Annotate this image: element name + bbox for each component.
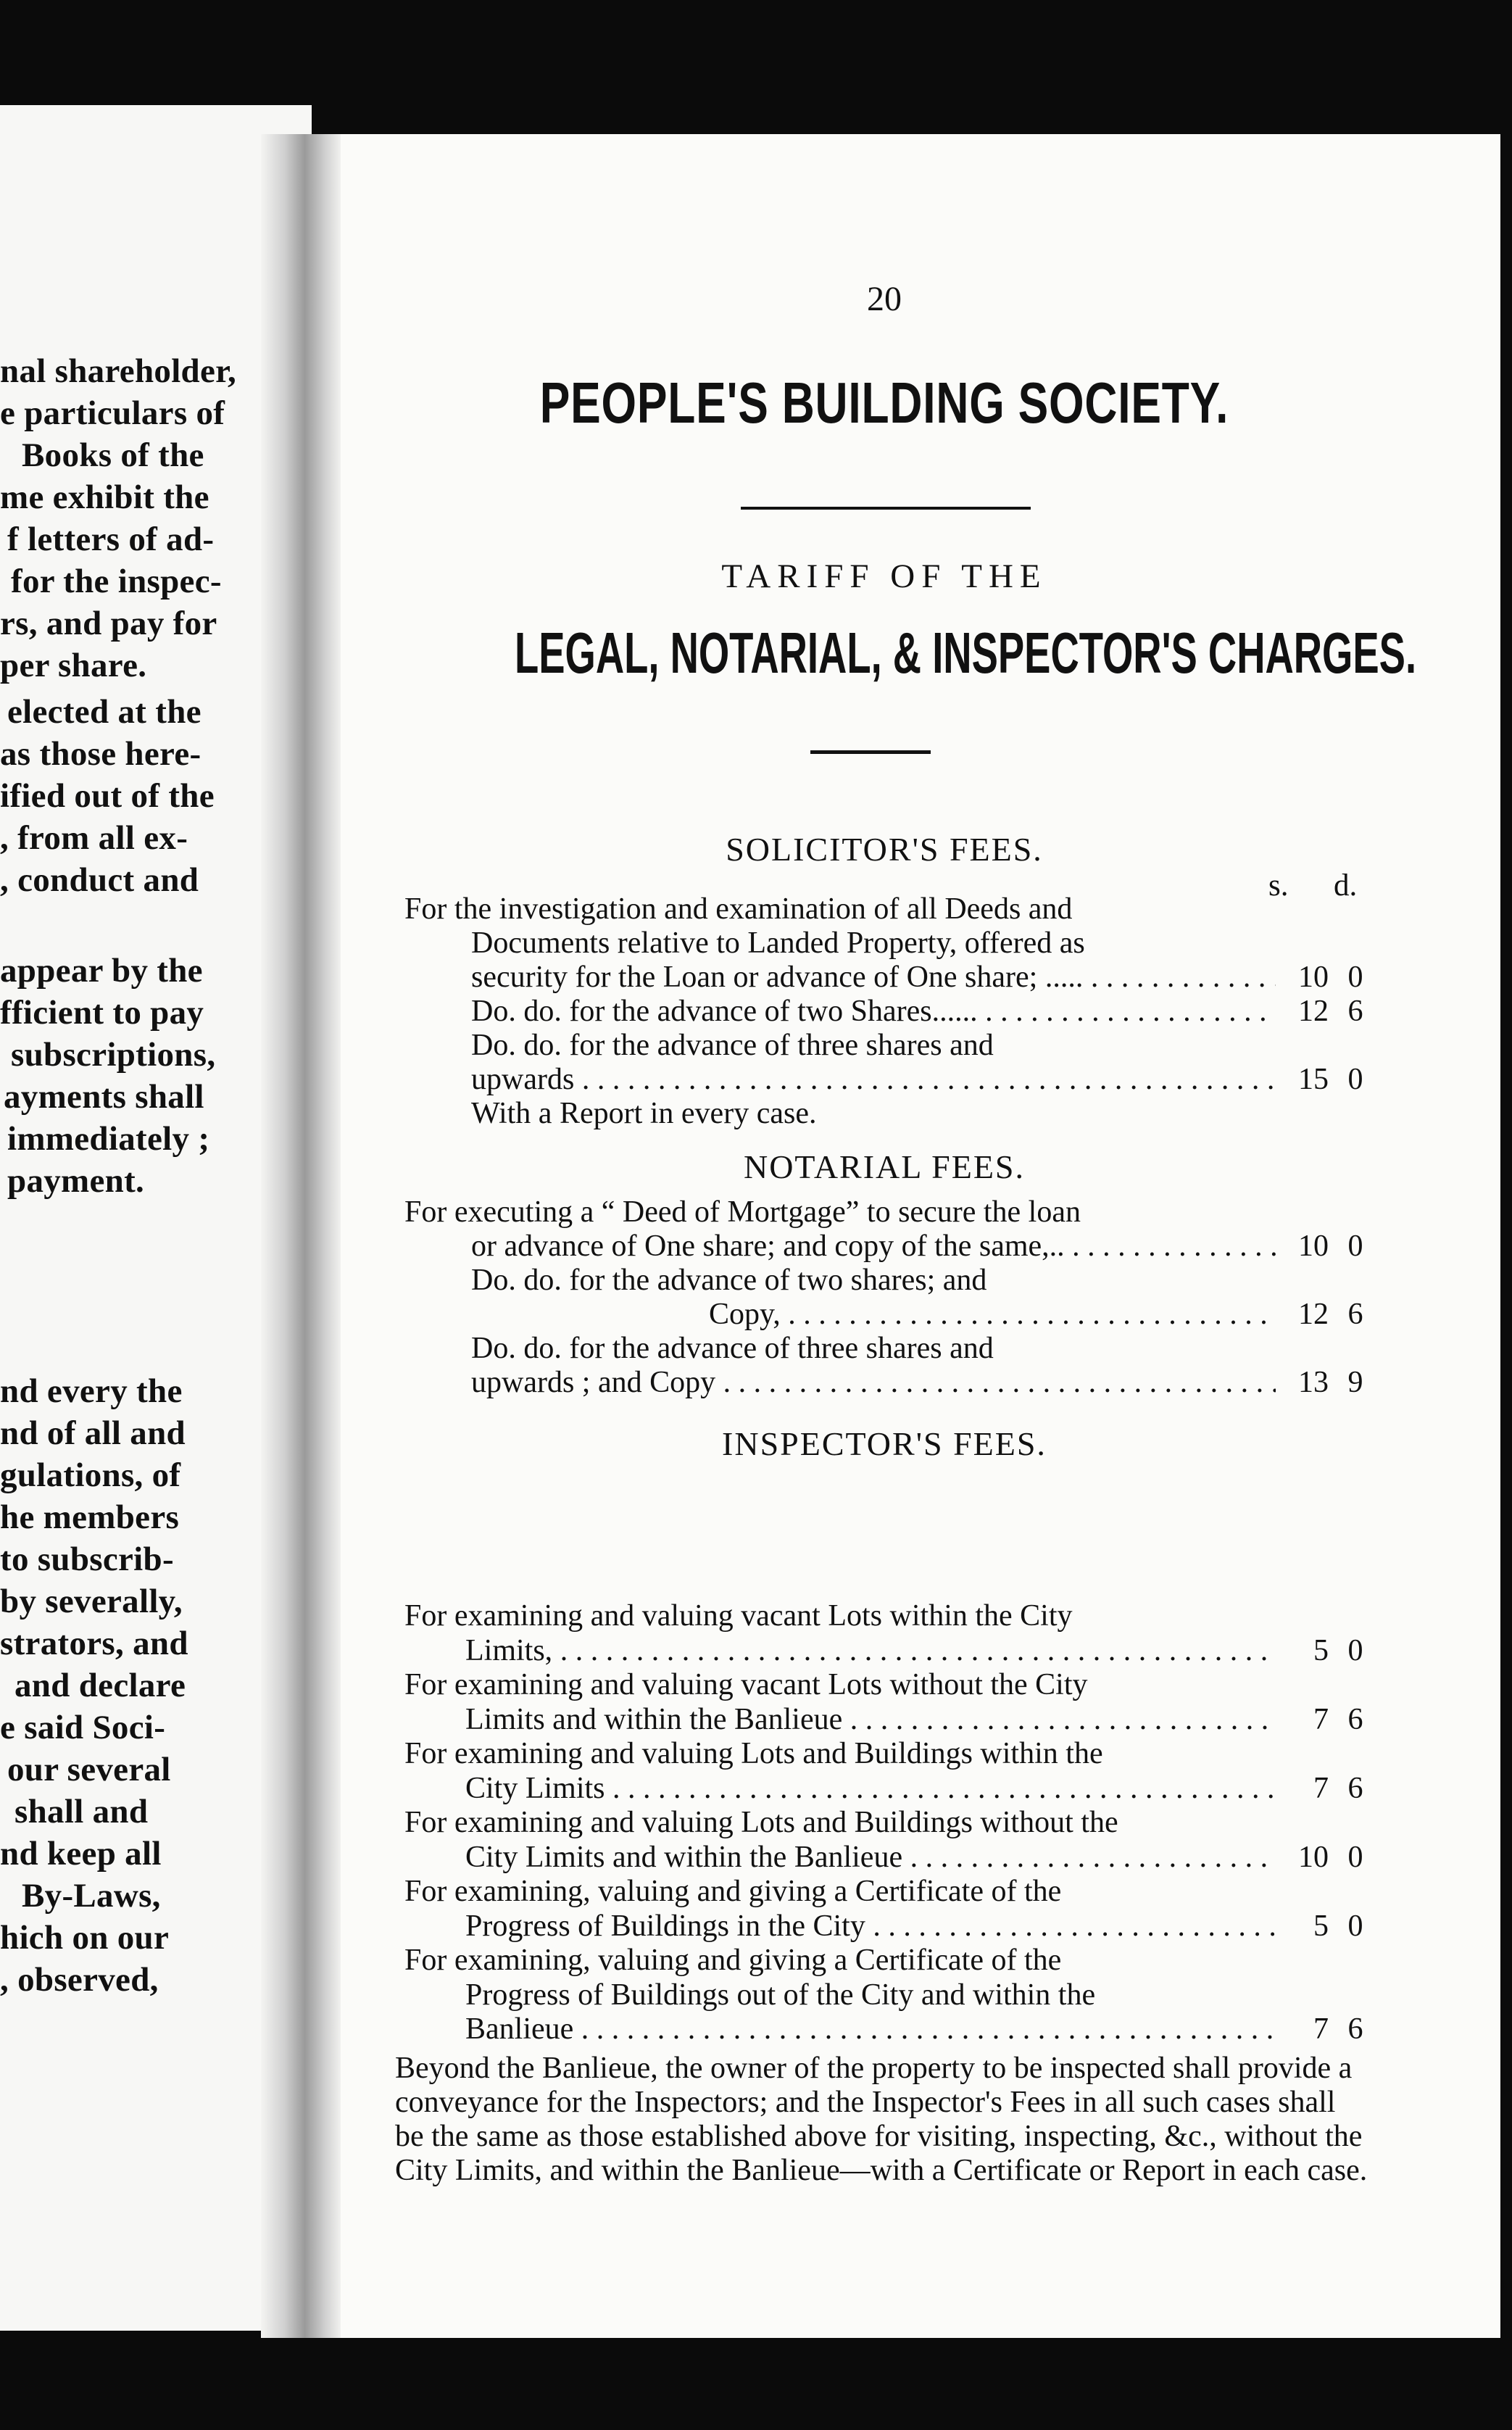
- society-title: PEOPLE'S BUILDING SOCIETY.: [539, 370, 1229, 435]
- amount-pence: 0: [1347, 1909, 1363, 1943]
- amount-pence: 6: [1347, 1298, 1363, 1331]
- facing-page-line: per share.: [0, 647, 147, 684]
- book-gutter: [261, 134, 341, 2338]
- amount-pence: 0: [1347, 1063, 1363, 1096]
- amount-shillings: 10: [1298, 961, 1329, 994]
- facing-page-line: our several: [7, 1751, 171, 1788]
- amount-pence: 0: [1347, 1229, 1363, 1263]
- page-number: 20: [867, 280, 902, 318]
- fee-description: Limits and within the Banlieue . . .: [465, 1702, 1276, 1737]
- fee-description: Limits, . . .: [465, 1633, 1276, 1668]
- fee-row: [341, 1096, 1377, 1131]
- facing-page-line: for the inspec-: [11, 563, 222, 600]
- fee-description: Copy, . . .: [709, 1297, 1276, 1332]
- facing-page-line: nd keep all: [0, 1835, 162, 1873]
- facing-page-line: to subscrib-: [0, 1540, 174, 1578]
- fee-description: Do. do. for the advance of two shares; and: [471, 1264, 987, 1297]
- amount-pence: 0: [1347, 1840, 1363, 1874]
- facing-page-line: nd of all and: [0, 1414, 186, 1452]
- facing-page-line: e particulars of: [0, 394, 225, 432]
- facing-page-line: e said Soci-: [0, 1709, 166, 1746]
- fee-row: [341, 1062, 1377, 1097]
- notarial-fees-heading: NOTARIAL FEES.: [743, 1148, 1026, 1185]
- fee-row: [341, 1702, 1377, 1737]
- facing-page-line: rs, and pay for: [0, 605, 217, 642]
- facing-page-line: , from all ex-: [0, 819, 188, 857]
- fee-description: Do. do. for the advance of three shares and: [471, 1029, 994, 1062]
- facing-page-line: , conduct and: [0, 861, 199, 899]
- fee-description: Progress of Buildings in the City . . .: [465, 1909, 1276, 1944]
- tariff-heading: TARIFF OF THE: [721, 557, 1047, 595]
- amount-pence: 9: [1347, 1366, 1363, 1399]
- fee-row: [341, 1978, 1377, 2012]
- amount-shillings: 5: [1313, 1909, 1329, 1943]
- facing-page-line: By-Laws,: [22, 1877, 161, 1915]
- amount-pence: 0: [1347, 1633, 1363, 1667]
- facing-page-line: Books of the: [22, 436, 204, 474]
- fee-description: upwards . . .: [471, 1062, 1276, 1097]
- fee-description: City Limits . . .: [465, 1771, 1276, 1806]
- facing-page-line: ayments shall: [4, 1078, 204, 1116]
- facing-page-line: , observed,: [0, 1961, 159, 1999]
- fee-row: [341, 2012, 1377, 2047]
- fee-row: [341, 1229, 1377, 1264]
- fee-row: [341, 1365, 1377, 1400]
- facing-page-line: he members: [0, 1498, 180, 1536]
- column-header-shillings: s.: [1268, 868, 1289, 903]
- facing-page-line: as those here-: [0, 735, 202, 773]
- inspector-note-paragraph: Beyond the Banlieue, the owner of the property to be inspected shall provide a conveyance for the Inspectors; and the Inspector's Fees in all such cases shall be the same as those established above for visiting, inspecting, &c., without the City Limits, and within the Banlieue—with a Certificate or Report in each case.: [395, 2052, 1368, 2187]
- fee-row: [341, 1331, 1377, 1366]
- fee-description: With a Report in every case.: [471, 1097, 817, 1130]
- amount-shillings: 7: [1313, 2012, 1329, 2046]
- facing-page-line: immediately ;: [7, 1120, 210, 1158]
- fee-row: [341, 1805, 1377, 1840]
- facing-page-line: nal shareholder,: [0, 352, 237, 390]
- facing-page-line: elected at the: [7, 693, 202, 731]
- fee-description: For examining and valuing vacant Lots within the City: [404, 1599, 1073, 1633]
- amount-pence: 6: [1347, 1771, 1363, 1805]
- charges-title: LEGAL, NOTARIAL, & INSPECTOR'S CHARGES.: [515, 621, 1417, 685]
- fee-description: Documents relative to Landed Property, offered as: [471, 926, 1085, 960]
- fee-description: For examining and valuing Lots and Buildings without the: [404, 1806, 1118, 1839]
- facing-page-line: shall and: [14, 1793, 149, 1830]
- fee-row: [341, 1297, 1377, 1332]
- fee-description: Progress of Buildings out of the City and within the: [465, 1978, 1096, 2012]
- divider-rule: [741, 507, 1031, 510]
- amount-pence: 6: [1347, 1702, 1363, 1736]
- fee-row: [341, 1667, 1377, 1702]
- fee-row: [341, 1771, 1377, 1806]
- column-header-pence: d.: [1334, 868, 1358, 903]
- fee-row: [341, 1633, 1377, 1668]
- facing-page-line: nd every the: [0, 1372, 183, 1410]
- fee-row: [341, 994, 1377, 1029]
- amount-shillings: 10: [1298, 1840, 1329, 1874]
- fee-description: For examining, valuing and giving a Certificate of the: [404, 1875, 1062, 1908]
- fee-row: [341, 1943, 1377, 1978]
- fee-description: Do. do. for the advance of two Shares...... . . .: [471, 994, 1276, 1029]
- fee-description: Banlieue . . .: [465, 2012, 1276, 2047]
- fee-row: [341, 1874, 1377, 1909]
- fee-row: [341, 1028, 1377, 1063]
- fee-description: security for the Loan or advance of One share; ..... . . .: [471, 960, 1276, 995]
- fee-row: [341, 1736, 1377, 1771]
- fee-description: or advance of One share; and copy of the same,.. . . .: [471, 1229, 1276, 1264]
- fee-description: For examining and valuing vacant Lots without the City: [404, 1668, 1088, 1701]
- facing-page-line: payment.: [7, 1162, 145, 1200]
- fee-row: [341, 1263, 1377, 1298]
- amount-shillings: 15: [1298, 1063, 1329, 1096]
- fee-description: For executing a “ Deed of Mortgage” to secure the loan: [404, 1195, 1081, 1229]
- facing-page-line: by severally,: [0, 1583, 183, 1620]
- facing-page-line: subscriptions,: [11, 1036, 216, 1074]
- fee-description: upwards ; and Copy . . .: [471, 1365, 1276, 1400]
- fee-description: Do. do. for the advance of three shares and: [471, 1332, 994, 1365]
- amount-shillings: 5: [1313, 1633, 1329, 1667]
- amount-shillings: 7: [1313, 1702, 1329, 1736]
- amount-shillings: 12: [1298, 1298, 1329, 1331]
- fee-row: [341, 1840, 1377, 1875]
- facing-page-line: hich on our: [0, 1919, 170, 1957]
- amount-pence: 6: [1347, 995, 1363, 1028]
- document-page: [341, 134, 1500, 2338]
- fee-description: For examining, valuing and giving a Certificate of the: [404, 1944, 1062, 1977]
- amount-shillings: 7: [1313, 1771, 1329, 1805]
- fee-row: [341, 960, 1377, 995]
- fee-description: City Limits and within the Banlieue . . .: [465, 1840, 1276, 1875]
- facing-page-line: fficient to pay: [0, 994, 204, 1032]
- facing-page-line: strators, and: [0, 1625, 188, 1662]
- amount-shillings: 10: [1298, 1229, 1329, 1263]
- solicitor-fees-heading: SOLICITOR'S FEES.: [726, 831, 1043, 868]
- inspector-fees-heading: INSPECTOR'S FEES.: [722, 1425, 1047, 1462]
- fee-row: [341, 926, 1377, 961]
- facing-page-line: ified out of the: [0, 777, 215, 815]
- facing-page-line: me exhibit the: [0, 478, 209, 516]
- fee-row: [341, 1195, 1377, 1229]
- facing-page-line: appear by the: [0, 952, 203, 990]
- facing-page-line: f letters of ad-: [7, 521, 215, 558]
- fee-row: [341, 1598, 1377, 1633]
- divider-rule-short: [810, 750, 931, 754]
- fee-description: For examining and valuing Lots and Buildings within the: [404, 1737, 1103, 1770]
- amount-pence: 0: [1347, 961, 1363, 994]
- amount-shillings: 12: [1298, 995, 1329, 1028]
- facing-page-line: gulations, of: [0, 1456, 181, 1494]
- facing-page-line: and declare: [14, 1667, 186, 1704]
- amount-shillings: 13: [1298, 1366, 1329, 1399]
- fee-row: [341, 1909, 1377, 1944]
- fee-row: [341, 892, 1377, 926]
- amount-pence: 6: [1347, 2012, 1363, 2046]
- fee-description: For the investigation and examination of all Deeds and: [404, 892, 1073, 926]
